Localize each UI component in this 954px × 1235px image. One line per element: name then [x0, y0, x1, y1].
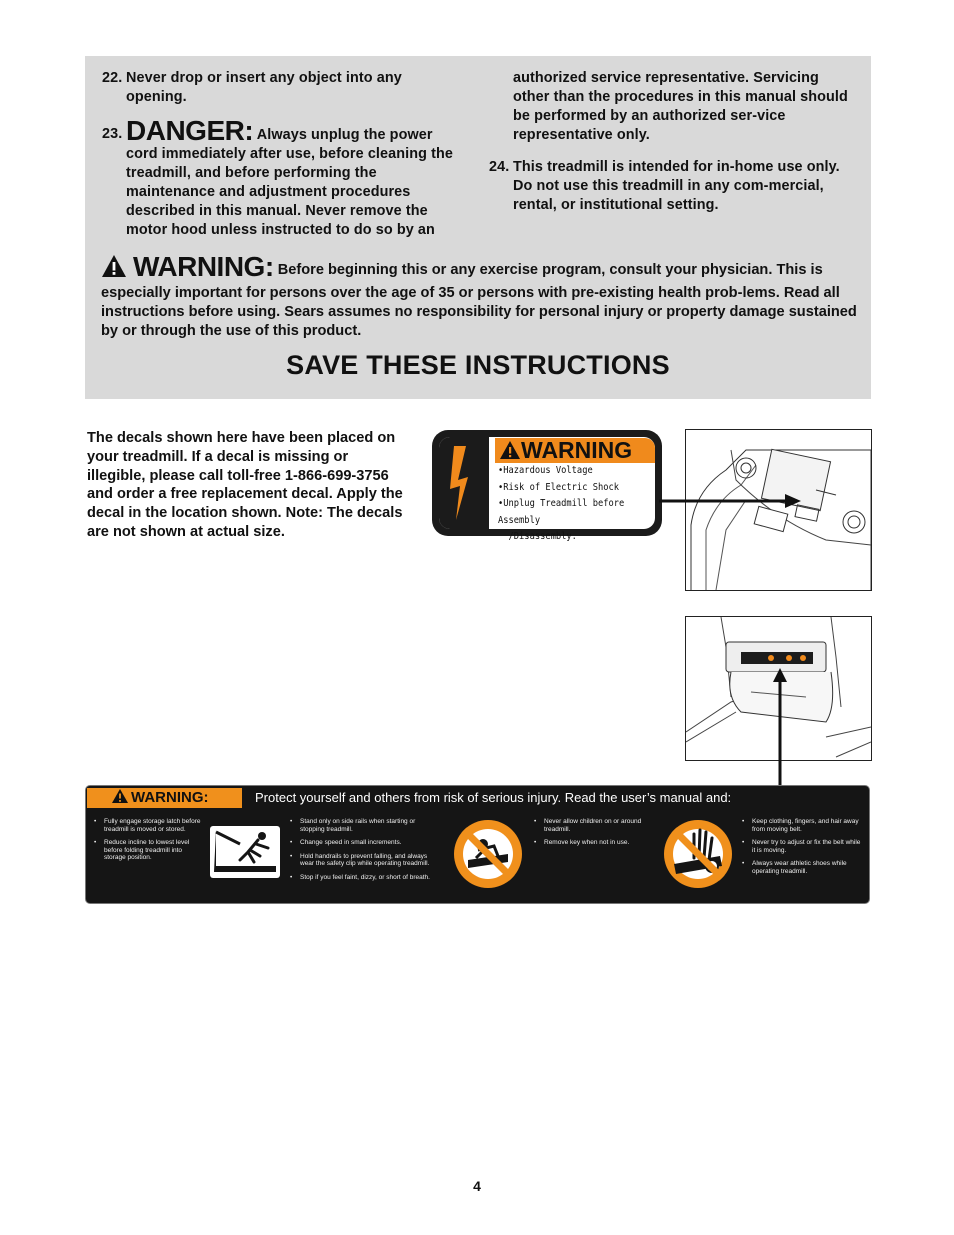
pointer-arrow-upper [655, 480, 805, 520]
decal-bullet: • Always wear athletic shoes while operating treadmill. [742, 860, 864, 875]
decal-column-children [534, 818, 644, 853]
instruction-text: Never drop or insert any object into any opening. [126, 70, 402, 105]
voltage-warning-decal [432, 430, 662, 542]
instruction-text: Always unplug the power cord immediately after use, before cleaning the treadmill, and before performing the maintenance and adjustment procedures described in this manual. Never remove the motor hood unless instructed to do so by an [126, 127, 453, 238]
warning-label: WARNING: [133, 251, 274, 282]
warning-triangle-icon [499, 440, 521, 460]
instruction-24 [489, 158, 849, 215]
no-children-icon [450, 816, 526, 892]
falling-person-icon [210, 826, 280, 878]
lightning-bolt-icon [446, 444, 484, 522]
instruction-number: 22. [102, 70, 123, 86]
instruction-23 [102, 115, 462, 240]
decal-bullet: • Never try to adjust or fix the belt while it is moving. [742, 839, 864, 854]
warning-triangle-icon [111, 788, 129, 804]
decal-heading [495, 438, 655, 463]
decal-bullet: • Hold handrails to prevent falling, and always wear the safety clip while operating treadmill. [290, 853, 440, 868]
decal-bullet: • Fully engage storage latch before treadmill is moved or stored. [94, 818, 204, 833]
decal-lines [498, 463, 645, 546]
pointer-arrow-lower [770, 668, 790, 788]
decal-line: •Risk of Electric Shock [498, 481, 620, 493]
warning-triangle-icon [101, 254, 127, 284]
decal-bullet: • Stand only on side rails when starting or stopping treadmill. [290, 818, 440, 833]
instruction-22 [102, 69, 442, 107]
decal-line: •Hazardous Voltage [498, 465, 593, 476]
decal-column-operation [290, 818, 440, 888]
instruction-number: 24. [489, 159, 510, 175]
warning-text: Before beginning this or any exercise program, consult your physician. This is especially important for persons over the age of 35 or persons with pre-existing health prob-lems. Read all instructions before using. Sears assumes no responsibility for personal injury or property damage sustained by or through the use of this product. [101, 262, 857, 339]
decal-line: •Unplug Treadmill before Assembly [498, 498, 625, 526]
decal-line: /Disassembly. [498, 531, 577, 542]
no-hands-icon [660, 816, 736, 892]
big-decal-caption: Protect yourself and others from risk of serious injury. Read the user’s manual and: [255, 790, 732, 805]
decal-note: The decals shown here have been placed on your treadmill. If a decal is missing or illegible, please call toll-free 1-866-699-3756 and order a free replacement decal. Apply the decal in the location shown. Note: The decals are not shown at actual size. [87, 430, 403, 540]
decal-bullet: • Never allow children on or around treadmill. [534, 818, 644, 833]
warning-paragraph [101, 251, 861, 341]
instruction-23-continued [513, 69, 853, 145]
save-instructions-heading: SAVE THESE INSTRUCTIONS [286, 350, 670, 380]
decal-column-belt [742, 818, 864, 882]
decal-bullet: • Keep clothing, fingers, and hair away from moving belt. [742, 818, 864, 833]
decal-bullet: • Reduce incline to lowest level before folding treadmill into storage position. [94, 839, 204, 862]
decal-column-storage [94, 818, 204, 868]
big-decal-heading [87, 788, 242, 808]
big-decal-heading-text: WARNING: [131, 789, 209, 806]
instruction-number: 23. [102, 126, 123, 142]
decal-bullet: • Change speed in small increments. [290, 839, 440, 847]
danger-label: DANGER: [126, 115, 254, 146]
instruction-text: authorized service representative. Servicing other than the procedures in this manual should be performed by an authorized ser-vice representative only. [513, 70, 848, 143]
decal-bullet: • Stop if you feel faint, dizzy, or short of breath. [290, 874, 440, 882]
decal-bullet: • Remove key when not in use. [534, 839, 644, 847]
decal-heading-text: WARNING [521, 437, 633, 463]
instruction-text: This treadmill is intended for in-home use only. Do not use this treadmill in any com-mercial, rental, or institutional setting. [513, 159, 840, 213]
treadmill-warning-decal [85, 785, 870, 904]
page-number: 4 [473, 1178, 481, 1194]
